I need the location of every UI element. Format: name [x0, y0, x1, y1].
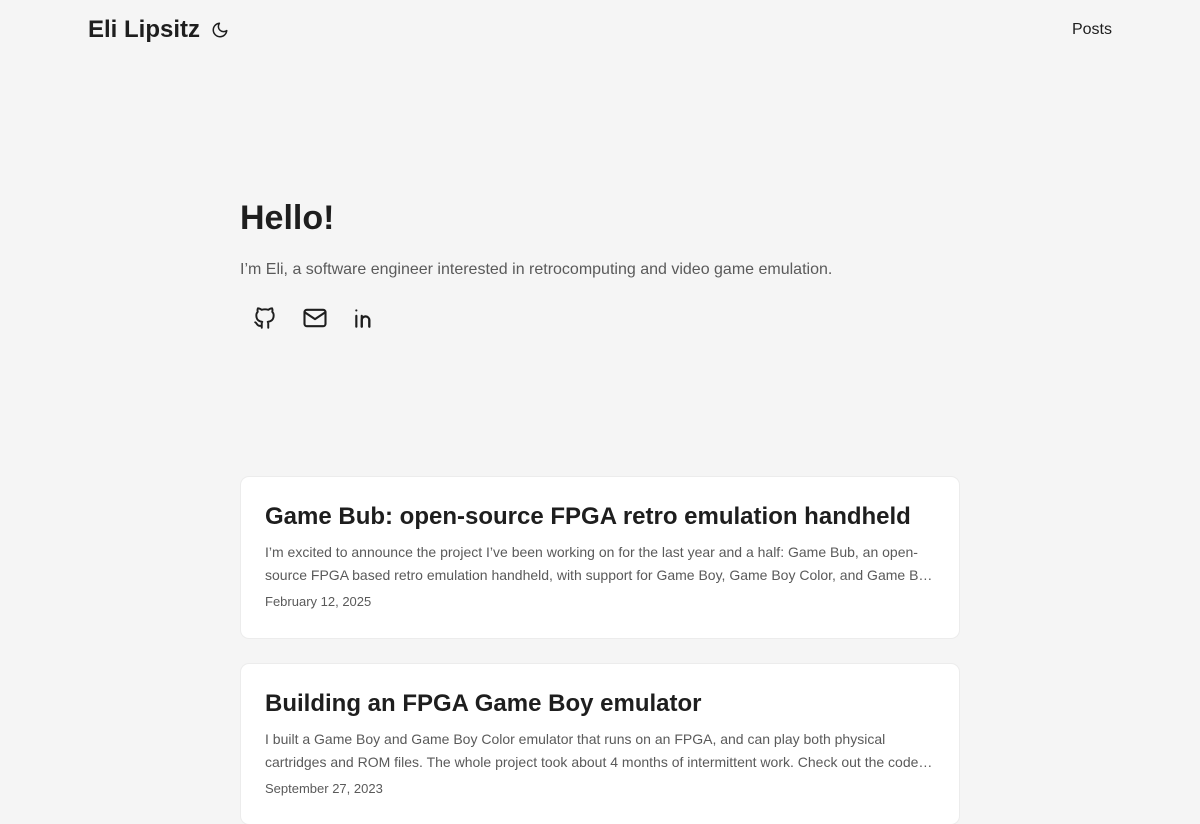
post-summary: I’m excited to announce the project I’ve been working on for the last year and a half: Game Bub, an open-source FPGA based retro emulation handheld, with support for Game Boy, Game Boy Color, and Game Boy: [265, 544, 934, 583]
site-header: [0, 0, 1200, 60]
hero-heading: Hello!: [240, 199, 335, 237]
post-date: February 12, 2025: [265, 594, 372, 609]
site-title-link[interactable]: Eli Lipsitz: [88, 16, 201, 43]
linkedin-icon[interactable]: [340, 298, 390, 338]
post-title[interactable]: Building an FPGA Game Boy emulator: [265, 690, 702, 717]
social-links: [240, 298, 390, 338]
post-date: September 27, 2023: [265, 781, 383, 796]
hero-section: [240, 196, 960, 282]
post-card[interactable]: [241, 664, 959, 824]
hero-intro: I’m Eli, a software engineer interested in retrocomputing and video game emulation.: [240, 261, 833, 278]
post-card[interactable]: [241, 477, 959, 638]
moon-icon[interactable]: [210, 20, 230, 40]
post-summary: I built a Game Boy and Game Boy Color emulator that runs on an FPGA, and can play both physical cartridges and ROM files. The whole project took about 4 months of intermittent work. Check out the code: [265, 731, 919, 770]
mail-icon[interactable]: [290, 298, 340, 338]
post-title[interactable]: Game Bub: open-source FPGA retro emulation handheld: [265, 503, 911, 530]
github-icon[interactable]: [240, 298, 290, 338]
nav-posts-link[interactable]: Posts: [1071, 21, 1112, 38]
